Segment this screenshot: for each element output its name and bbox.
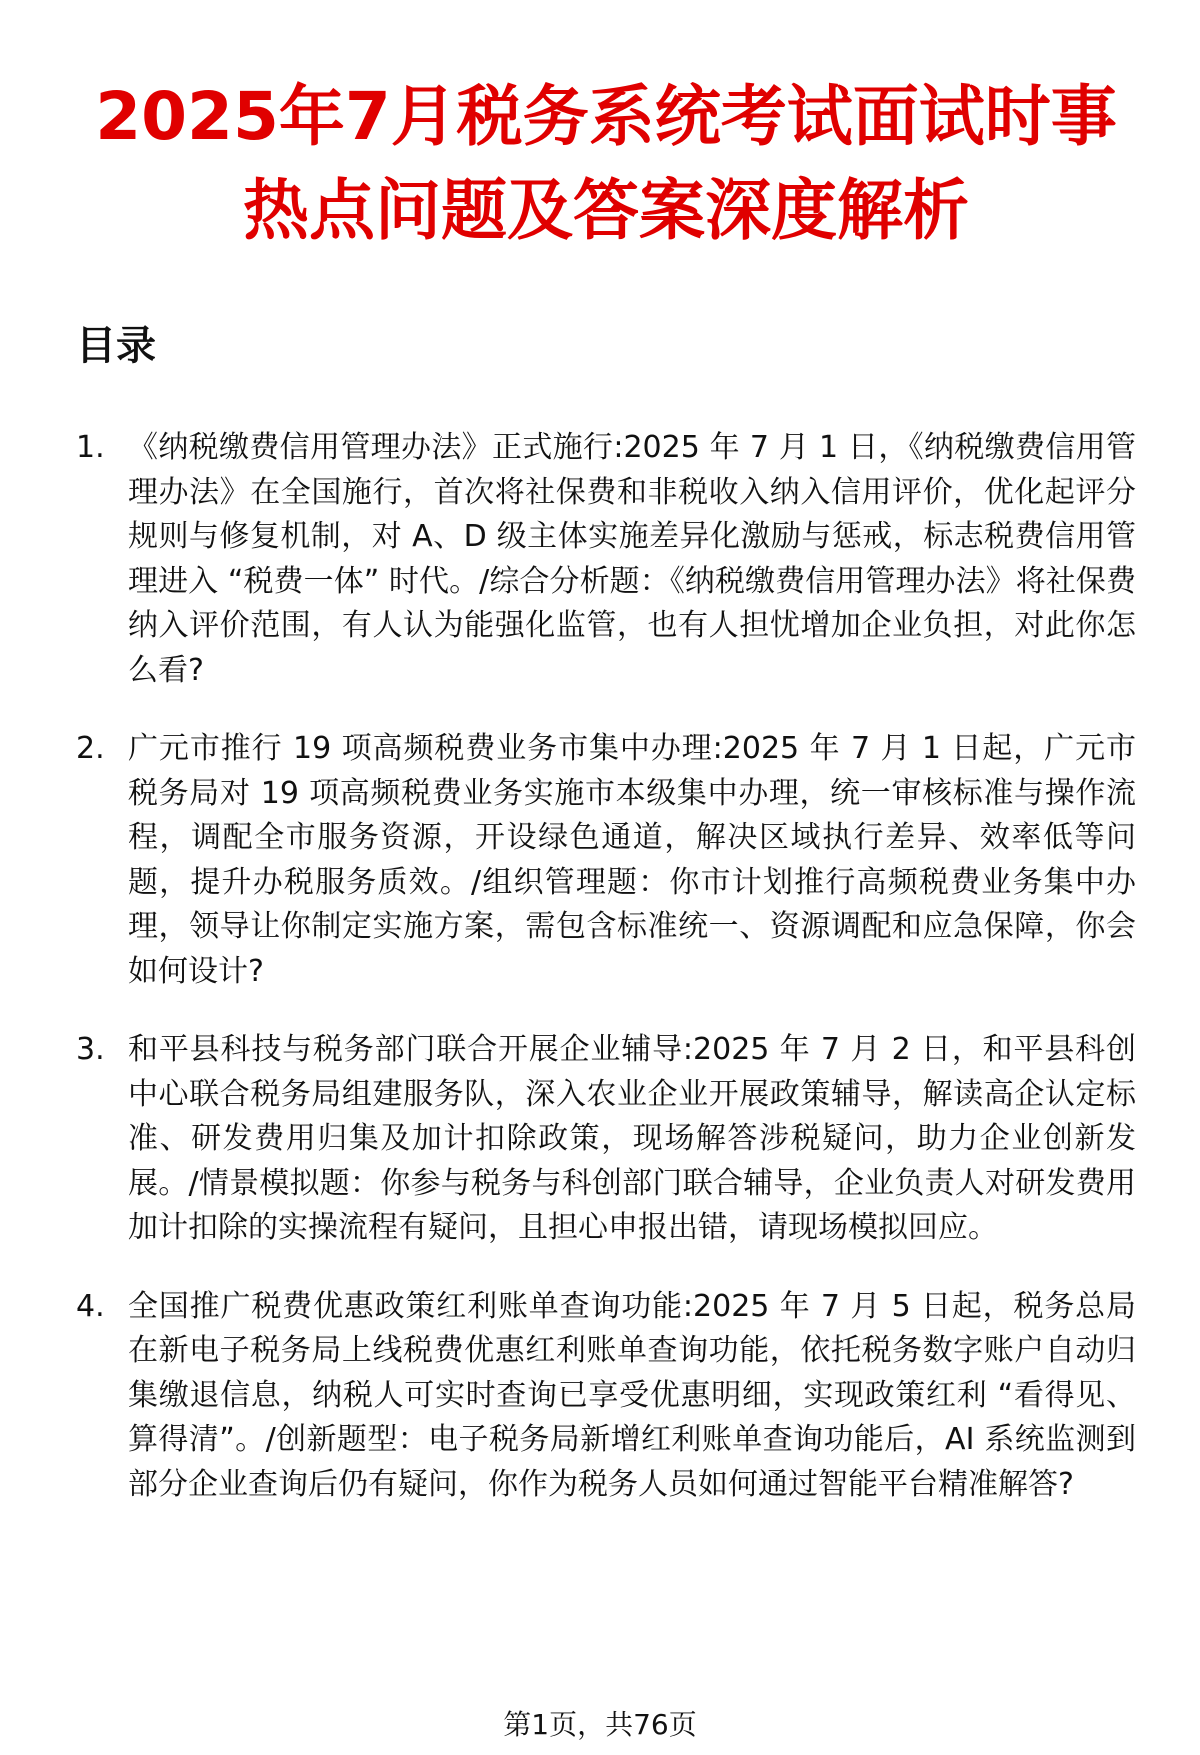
item-text: 广元市推行 19 项高频税费业务市集中办理:2025 年 7 月 1 日起，广元市税务局对 19 项高频税费业务实施市本级集中办理，统一审核标准与操作流程，调配全市服务资源，开设绿色通道，解决区域执行差异、效率低等问题，提升办税服务质效。/组织管理题：你市计划推行高频税费业务集中办理，领导让你制定实施方案，需包含标准统一、资源调配和应急保障，你会如何设计? <box>128 731 1136 989</box>
item-text: 全国推广税费优惠政策红利账单查询功能:2025 年 7 月 5 日起，税务总局在新电子税务局上线税费优惠红利账单查询功能，依托税务数字账户自动归集缴退信息，纳税人可实时查询已享受优惠明细，实现政策红利 “看得见、算得清”。/创新题型：电子税务局新增红利账单查询功能后，AI 系统监测到部分企业查询后仍有疑问，你作为税务人员如何通过智能平台精准解答? <box>128 1288 1136 1502</box>
page-footer: 第1页，共76页 <box>503 1708 697 1741</box>
item-number: 2. <box>76 731 105 766</box>
item-number: 4. <box>76 1288 105 1324</box>
toc-list <box>76 426 1136 1507</box>
toc-item-2 <box>76 727 1136 994</box>
page-title <box>76 70 1136 258</box>
toc-item-4 <box>76 1285 1136 1508</box>
item-number: 1. <box>76 430 105 465</box>
title-line-1: 2025年7月税务系统考试面试时事 <box>95 78 1117 155</box>
toc-item-3 <box>76 1028 1136 1251</box>
item-text: 和平县科技与税务部门联合开展企业辅导:2025 年 7 月 2 日，和平县科创中心联合税务局组建服务队，深入农业企业开展政策辅导，解读高企认定标准、研发费用归集及加计扣除政策，现场解答涉税疑问，助力企业创新发展。/情景模拟题：你参与税务与科创部门联合辅导，企业负责人对研发费用加计扣除的实操流程有疑问，且担心申报出错，请现场模拟回应。 <box>128 1032 1136 1245</box>
toc-heading: 目录 <box>76 323 156 369</box>
title-line-2: 热点问题及答案深度解析 <box>243 172 969 249</box>
item-text: 《纳税缴费信用管理办法》正式施行:2025 年 7 月 1 日，《纳税缴费信用管理办法》在全国施行，首次将社保费和非税收入纳入信用评价，优化起评分规则与修复机制，对 A、D 级主体实施差异化激励与惩戒，标志税费信用管理进入 “税费一体” 时代。/综合分析题：《纳税缴费信用管理办法》将社保费纳入评价范围，有人认为能强化监管，也有人担忧增加企业负担，对此你怎么看? <box>128 430 1136 688</box>
toc-item-1 <box>76 426 1136 693</box>
item-number: 3. <box>76 1032 105 1067</box>
